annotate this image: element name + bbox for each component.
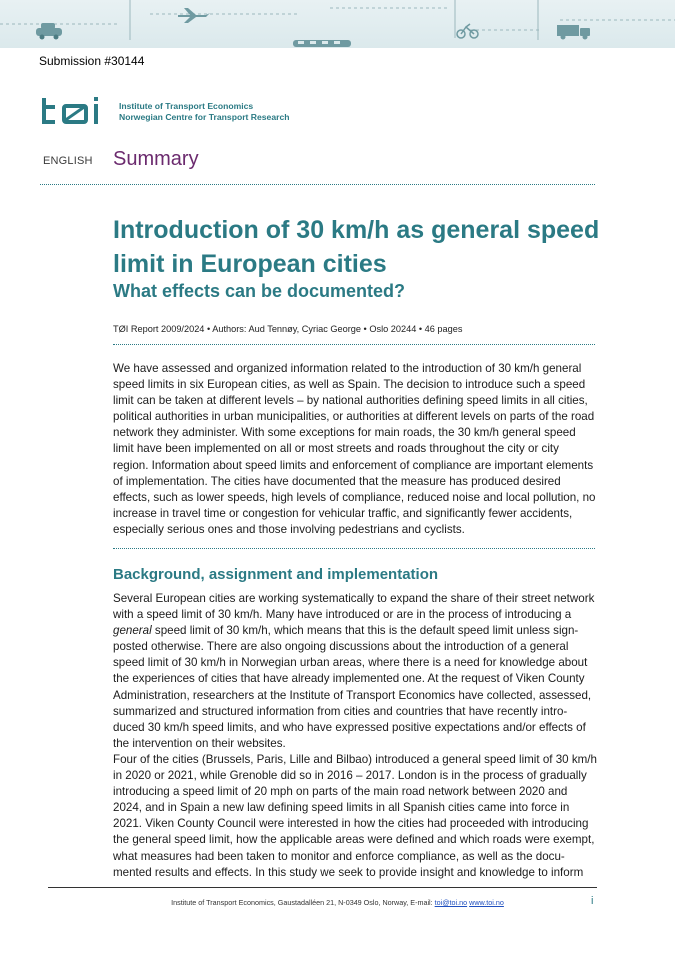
title-line-2: limit in European cities (113, 250, 387, 278)
page-number: i (591, 895, 594, 907)
footer (0, 898, 675, 907)
divider (40, 184, 595, 185)
divider (113, 344, 595, 345)
paragraph-text: speed limit of 30 km/h, which means that this is the default speed limit unless sign-posted otherwise. There are also ongoing discussions about the introduction of a general speed limit of 30 km/h in Norwegian urban areas, where there is a need for knowledge about the experiences of cities that have already implemented one. At the request of Viken County Administration, researchers at the Institute of Transport Economics have collected, assessed, summarized and structured information from cities and countries that have recently intro-duced 30 km/h speed limits, and who have expressed positive expectations and/or effects of the intervention on their websites. (113, 624, 592, 750)
org-line-1: Institute of Transport Economics (119, 101, 254, 111)
title-line-1: Introduction of 30 km/h as general speed (113, 216, 600, 244)
paragraph-text: Several European cities are working systematically to expand the share of their street network with a speed limit of 30 km/h. Many have introduced or are in the process of introducing a (113, 592, 595, 622)
header-banner (0, 0, 675, 48)
section-heading: Summary (113, 148, 199, 170)
footer-rule (48, 887, 597, 888)
train-icon (293, 40, 351, 47)
body-paragraph (113, 591, 597, 752)
divider (113, 548, 595, 549)
toi-logo (40, 96, 106, 128)
car-icon (36, 23, 62, 40)
document-subtitle: What effects can be documented? (113, 281, 406, 301)
truck-icon (557, 25, 590, 40)
website-link[interactable]: www.toi.no (469, 898, 504, 907)
abstract-paragraph: We have assessed and organized information related to the introduction of 30 km/h general speed limits in six European cities, as well as Spain. The decision to introduce such a speed limit can be taken at different levels – by national authorities defining speed limits in all cities, political authorities in urban municipalities, or authorities at different levels on parts of the road network they administer. With some exceptions for main roads, the 30 km/h general speed limit have been implemented on all or most streets and roads throughout the city or city region. Information about speed limits and enforcement of compliance are important elements of implementation. The cities have documented that the measure has produced desired effects, such as lower speeds, high levels of compliance, reduced noise and local pollution, no increase in travel time or congestion for vehicular traffic, and significantly fewer accidents, especially serious ones and those involving pedestrians and cyclists. (113, 362, 596, 536)
section-heading-background: Background, assignment and implementation (113, 566, 439, 583)
document-title (113, 213, 613, 281)
report-meta: TØI Report 2009/2024 • Authors: Aud Tennøy, Cyriac George • Oslo 20244 • 46 pages (113, 324, 463, 334)
body-paragraph: Four of the cities (Brussels, Paris, Lille and Bilbao) introduced a general speed limit of 30 km/h in 2020 or 2021, while Grenoble did so in 2016 – 2017. London is in the process of gradually introducing a speed limit of 20 mph on parts of the main road network between 2020 and 2024, and in Spain a new law defining speed limits in all Spanish cities came into force in 2021. Viken County Council were interested in how the cities had proceeded with introducing the general speed limit, how the applicable areas were defined and which roads were exempt, what measures had been taken to monitor and enforce compliance, as well as the docu-mented results and effects. In this study we seek to provide insight and knowledge to inform (113, 753, 597, 879)
organization-name (119, 101, 290, 123)
org-line-2: Norwegian Centre for Transport Research (119, 112, 290, 122)
email-link[interactable]: toi@toi.no (434, 898, 468, 907)
airplane-icon (178, 8, 210, 23)
bicycle-icon (457, 24, 478, 38)
emphasis-text: general (113, 624, 152, 638)
transport-illustration (0, 0, 675, 48)
language-label: ENGLISH (43, 155, 93, 167)
submission-number: Submission #30144 (39, 54, 145, 68)
footer-address: Institute of Transport Economics, Gaustadalléen 21, N-0349 Oslo, Norway, E-mail: (171, 898, 435, 907)
